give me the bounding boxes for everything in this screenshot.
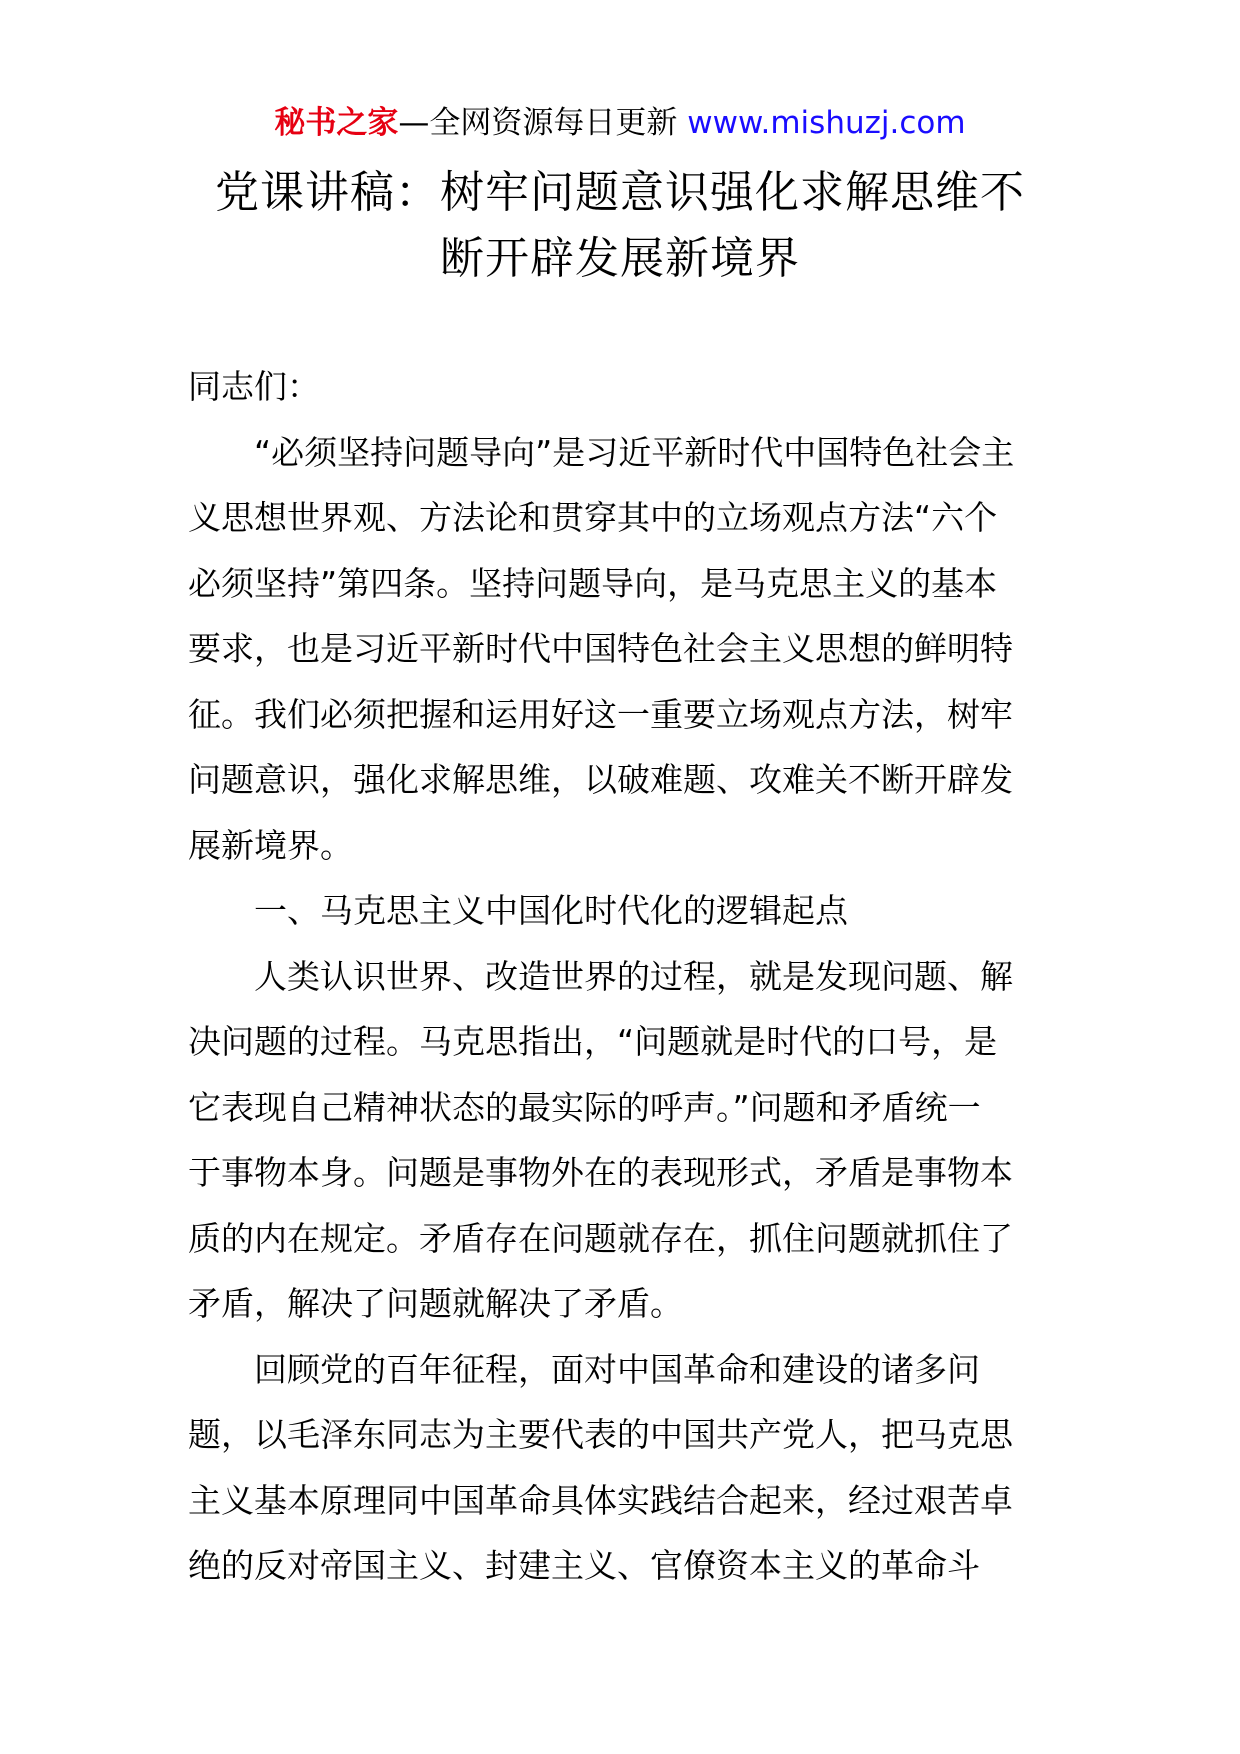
title-line-2: 断开辟发展新境界 xyxy=(440,233,800,284)
salutation: 同志们： xyxy=(188,367,320,406)
body-line: “必须坚持问题导向”是习近平新时代中国特色社会主 xyxy=(254,432,1015,472)
body-line: 问题意识，强化求解思维，以破难题、攻难关不断开辟发 xyxy=(188,760,1013,799)
body-line: 题，以毛泽东同志为主要代表的中国共产党人，把马克思 xyxy=(188,1415,1013,1454)
body-line: 征。我们必须把握和运用好这一重要立场观点方法，树牢 xyxy=(188,694,1013,734)
body-line: 主义基本原理同中国革命具体实践结合起来，经过艰苦卓 xyxy=(188,1480,1013,1520)
body-line: 它表现自己精神状态的最实际的呼声。”问题和矛盾统一 xyxy=(188,1087,981,1127)
body-line: 要求，也是习近平新时代中国特色社会主义思想的鲜明特 xyxy=(188,629,1013,668)
site-header xyxy=(0,100,1240,146)
title-line-1: 党课讲稿：树牢问题意识强化求解思维不 xyxy=(215,167,1025,218)
section-heading: 一、马克思主义中国化时代化的逻辑起点 xyxy=(254,891,848,930)
document-title xyxy=(150,160,1090,292)
site-brand: 秘书之家 xyxy=(274,105,399,141)
body-line: 义思想世界观、方法论和贯穿其中的立场观点方法“六个 xyxy=(188,498,998,537)
body-line: 人类认识世界、改造世界的过程，就是发现问题、解 xyxy=(254,956,1013,996)
body-line: 决问题的过程。马克思指出，“问题就是时代的口号，是 xyxy=(188,1022,998,1061)
body-line: 矛盾，解决了问题就解决了矛盾。 xyxy=(188,1284,683,1323)
site-tagline: —全网资源每日更新 xyxy=(398,105,688,141)
body-line: 质的内在规定。矛盾存在问题就存在，抓住问题就抓住了 xyxy=(188,1218,1013,1258)
document-body xyxy=(188,354,1058,1599)
body-line: 绝的反对帝国主义、封建主义、官僚资本主义的革命斗 xyxy=(188,1546,980,1585)
body-line: 于事物本身。问题是事物外在的表现形式，矛盾是事物本 xyxy=(188,1153,1013,1192)
body-line: 必须坚持”第四条。坚持问题导向，是马克思主义的基本 xyxy=(188,563,998,603)
site-url-link[interactable]: www.mishuzj.com xyxy=(687,105,966,141)
body-line: 回顾党的百年征程，面对中国革命和建设的诸多问 xyxy=(254,1349,980,1389)
body-line: 展新境界。 xyxy=(188,825,353,865)
